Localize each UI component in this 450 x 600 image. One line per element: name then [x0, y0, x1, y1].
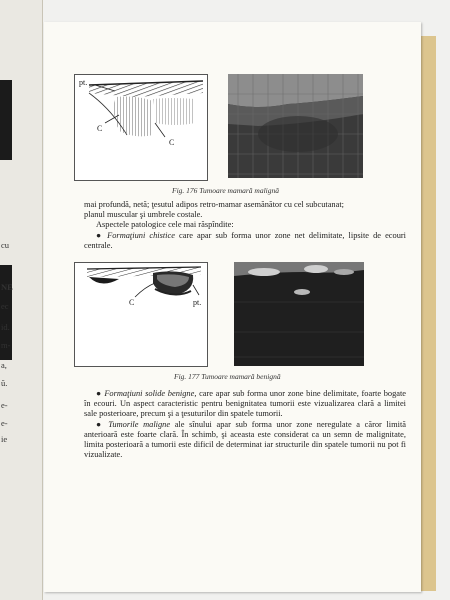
text-line: planul muscular şi umbrele costale. — [84, 210, 203, 220]
left-page-text-fragment: e- — [1, 400, 8, 410]
body-text-block-1 — [84, 200, 406, 251]
bullet-icon: ● — [96, 419, 104, 429]
figure-177-ultrasound-image — [234, 262, 364, 366]
figure-176-label-c-right: C — [169, 138, 175, 147]
figure-177-drawing — [75, 263, 207, 366]
bullet-title: Tumorile maligne — [108, 419, 171, 429]
figure-176-caption: Fig. 176 Tumoare mamară malignă — [172, 186, 280, 195]
bullet-paragraph — [84, 231, 406, 251]
left-page-text-fragment: ŭ. — [1, 378, 8, 388]
figure-177-label-c: C — [129, 298, 135, 307]
book-page — [44, 22, 421, 592]
bullet-text: care apar sub forma unor zone net delimitate, lipsite de ecouri centrale. — [84, 230, 407, 250]
bullet-text: ale sînului apar sub forma unor zone neregulate a căror limită anterioară este foarte clară. În schimb, şi aceasta este considerat ca un semn de malignitate, limita posterioară a tumorii este dificil de determinat iar structurile din spatele tumorii nu pot fi vizualizate. — [84, 419, 407, 460]
text-line: Aspectele patologice cele mai răspîndite: — [96, 220, 234, 230]
left-page-text-fragment: NE — [1, 282, 13, 292]
figure-176-label-c-left: C — [97, 124, 103, 133]
bullet-paragraph — [84, 420, 406, 461]
figure-177-caption: Fig. 177 Tumoare mamară benignă — [174, 372, 281, 381]
bullet-icon: ● — [96, 230, 104, 240]
bullet-icon: ● — [96, 389, 102, 398]
left-page-edge — [0, 0, 43, 600]
bullet-title: Formaţiuni solide benigne — [104, 389, 195, 398]
left-page-image-fragment — [0, 80, 12, 160]
left-page-text-fragment: ie — [1, 434, 8, 444]
bullet-paragraph — [84, 389, 406, 420]
figure-176-ultrasound-drawing — [228, 74, 363, 178]
left-page-text-fragment: id. — [1, 322, 10, 332]
bullet-text: , care apar sub forma unor zone bine delimitate, foarte bogate în ecouri. Un aspect caracteristic pentru benignitatea tumorii este vizualizarea clară a limitei sale posterioare, precum şi a ţesuturilor din spatele tumorii. — [84, 389, 407, 419]
body-text-block-2 — [84, 389, 406, 460]
figure-177-label-pt: pt. — [193, 298, 202, 307]
left-page-text-fragment: ec — [1, 301, 9, 311]
figure-176-diagram — [74, 74, 208, 181]
bullet-title: Formaţiuni chistice — [107, 230, 175, 240]
left-page-text-fragment: a, — [1, 360, 7, 370]
left-page-text-fragment: cu — [1, 240, 10, 250]
figure-177-ultrasound-drawing — [234, 262, 364, 366]
figure-177-diagram — [74, 262, 208, 367]
left-page-text-fragment: e- — [1, 418, 8, 428]
text-line: mai profundă, netă; ţesutul adipos retro-mamar asemănător cu cel subcutanat; — [84, 200, 344, 209]
left-page-text-fragment: m- — [1, 340, 11, 350]
figure-176-ultrasound-image — [228, 74, 363, 178]
figure-176-drawing — [75, 75, 207, 180]
figure-176-label-pt: pt. — [79, 78, 88, 87]
